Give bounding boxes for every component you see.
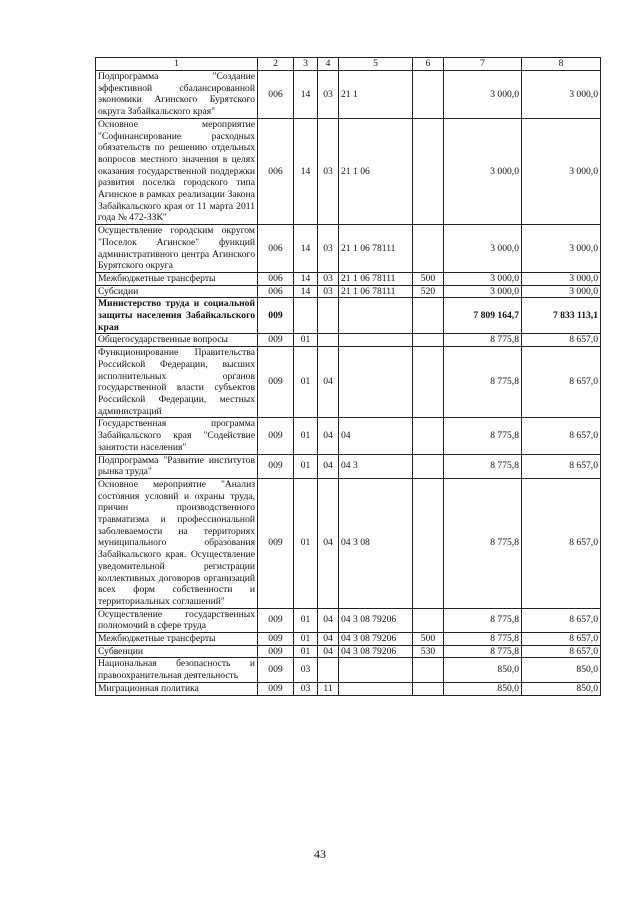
col-header: 2: [258, 58, 294, 71]
subsection-code: 04: [318, 478, 339, 608]
ministry-code: 009: [258, 658, 294, 682]
subsection-code: 04: [318, 608, 339, 632]
row-name: Миграционная политика: [96, 682, 258, 695]
target-article-code: 21 1 06 78111: [339, 225, 413, 273]
ministry-code: 009: [258, 478, 294, 608]
target-article-code: [339, 682, 413, 695]
amount-year-1: 8 775,8: [444, 608, 522, 632]
section-code: 14: [294, 285, 318, 298]
expense-type-code: [413, 454, 444, 478]
amount-year-2: 850,0: [522, 658, 601, 682]
table-row: [96, 334, 601, 347]
amount-year-2: 7 833 113,1: [522, 298, 601, 334]
col-header: 7: [444, 58, 522, 71]
target-article-code: [339, 298, 413, 334]
expense-type-code: [413, 71, 444, 119]
section-code: 14: [294, 272, 318, 285]
row-name: Подпрограмма "Создание эффективной сбалансированной экономики Агинского Бурятского округа Забайкальского края": [96, 71, 258, 119]
table-body: [96, 71, 601, 696]
table-row: [96, 71, 601, 119]
subsection-code: 04: [318, 645, 339, 658]
section-code: [294, 298, 318, 334]
target-article-code: 21 1 06: [339, 118, 413, 224]
budget-table: [95, 57, 601, 696]
row-name: Основное мероприятие "Анализ состояния условий и охраны труда, причин производственного травматизма и профессиональной заболеваемости на территориях муниципального образования Забайкальского края. Осуществление уведомительной регистрации коллективных договоров организаций всех форм собственности и территориальных соглашений": [96, 478, 258, 608]
row-name: Подпрограмма "Развитие институтов рынка труда": [96, 454, 258, 478]
target-article-code: 21 1 06 78111: [339, 285, 413, 298]
col-header: 5: [339, 58, 413, 71]
table-row: [96, 298, 601, 334]
ministry-code: 006: [258, 118, 294, 224]
table-row: [96, 285, 601, 298]
amount-year-1: 7 809 164,7: [444, 298, 522, 334]
amount-year-1: 8 775,8: [444, 645, 522, 658]
ministry-code: 006: [258, 71, 294, 119]
target-article-code: 04 3 08 79206: [339, 633, 413, 646]
subsection-code: [318, 334, 339, 347]
expense-type-code: 520: [413, 285, 444, 298]
section-code: 01: [294, 454, 318, 478]
expense-type-code: [413, 478, 444, 608]
amount-year-2: 8 657,0: [522, 454, 601, 478]
expense-type-code: [413, 225, 444, 273]
amount-year-1: 3 000,0: [444, 272, 522, 285]
section-code: 03: [294, 682, 318, 695]
ministry-code: 009: [258, 608, 294, 632]
target-article-code: 04 3 08: [339, 478, 413, 608]
expense-type-code: [413, 608, 444, 632]
amount-year-1: 3 000,0: [444, 285, 522, 298]
amount-year-1: 850,0: [444, 658, 522, 682]
page-number: 43: [314, 847, 326, 861]
table-row: [96, 478, 601, 608]
table-row: [96, 645, 601, 658]
ministry-code: 009: [258, 645, 294, 658]
row-name: Министерство труда и социальной защиты населения Забайкальского края: [96, 298, 258, 334]
subsection-code: 04: [318, 418, 339, 454]
ministry-code: 009: [258, 454, 294, 478]
expense-type-code: [413, 658, 444, 682]
amount-year-2: 3 000,0: [522, 272, 601, 285]
section-code: 01: [294, 633, 318, 646]
section-code: 14: [294, 118, 318, 224]
expense-type-code: 500: [413, 633, 444, 646]
section-code: 01: [294, 347, 318, 418]
row-name: Субсидии: [96, 285, 258, 298]
section-code: 01: [294, 478, 318, 608]
expense-type-code: [413, 298, 444, 334]
amount-year-2: 8 657,0: [522, 418, 601, 454]
target-article-code: [339, 347, 413, 418]
section-code: 01: [294, 608, 318, 632]
subsection-code: 11: [318, 682, 339, 695]
section-code: 01: [294, 418, 318, 454]
amount-year-2: 3 000,0: [522, 118, 601, 224]
section-code: 14: [294, 225, 318, 273]
row-name: Осуществление городским округом "Поселок Агинское" функций административного центра Агинского Бурятского округа: [96, 225, 258, 273]
ministry-code: 009: [258, 682, 294, 695]
subsection-code: 04: [318, 454, 339, 478]
amount-year-2: 8 657,0: [522, 478, 601, 608]
section-code: 01: [294, 645, 318, 658]
amount-year-1: 8 775,8: [444, 347, 522, 418]
ministry-code: 009: [258, 334, 294, 347]
col-header: 6: [413, 58, 444, 71]
col-header: 8: [522, 58, 601, 71]
col-header: 4: [318, 58, 339, 71]
ministry-code: 006: [258, 285, 294, 298]
row-name: Основное мероприятие "Софинансирование расходных обязательств по решению отдельных вопросов местного значения в целях оказания государственной поддержки развития поселка городского типа Агинское в рамках реализации Закона Забайкальского края от 11 марта 2011 года № 472-ЗЗК": [96, 118, 258, 224]
row-name: Общегосударственные вопросы: [96, 334, 258, 347]
col-header: 1: [96, 58, 258, 71]
expense-type-code: 530: [413, 645, 444, 658]
amount-year-1: 8 775,8: [444, 478, 522, 608]
amount-year-1: 8 775,8: [444, 334, 522, 347]
table-row: [96, 118, 601, 224]
table-row: [96, 608, 601, 632]
subsection-code: 03: [318, 285, 339, 298]
subsection-code: [318, 298, 339, 334]
table-row: [96, 347, 601, 418]
amount-year-2: 8 657,0: [522, 633, 601, 646]
row-name: Субвенции: [96, 645, 258, 658]
target-article-code: 21 1 06 78111: [339, 272, 413, 285]
amount-year-2: 8 657,0: [522, 347, 601, 418]
amount-year-1: 3 000,0: [444, 118, 522, 224]
table-row: [96, 454, 601, 478]
row-name: Межбюджетные трансферты: [96, 633, 258, 646]
row-name: Межбюджетные трансферты: [96, 272, 258, 285]
target-article-code: 04 3 08 79206: [339, 608, 413, 632]
subsection-code: 03: [318, 272, 339, 285]
col-header: 3: [294, 58, 318, 71]
ministry-code: 006: [258, 272, 294, 285]
subsection-code: 03: [318, 71, 339, 119]
target-article-code: 04 3: [339, 454, 413, 478]
row-name: Национальная безопасность и правоохранительная деятельность: [96, 658, 258, 682]
amount-year-1: 850,0: [444, 682, 522, 695]
row-name: Осуществление государственных полномочий в сфере труда: [96, 608, 258, 632]
ministry-code: 009: [258, 298, 294, 334]
target-article-code: 21 1: [339, 71, 413, 119]
table-row: [96, 633, 601, 646]
amount-year-2: 850,0: [522, 682, 601, 695]
table-row: [96, 682, 601, 695]
amount-year-2: 3 000,0: [522, 285, 601, 298]
amount-year-2: 8 657,0: [522, 645, 601, 658]
header-row: [96, 58, 601, 71]
ministry-code: 009: [258, 347, 294, 418]
amount-year-1: 8 775,8: [444, 454, 522, 478]
target-article-code: [339, 334, 413, 347]
subsection-code: 03: [318, 225, 339, 273]
target-article-code: 04 3 08 79206: [339, 645, 413, 658]
subsection-code: [318, 658, 339, 682]
row-name: Функционирование Правительства Российской Федерации, высших исполнительных органов государственной власти субъектов Российской Федерации, местных администраций: [96, 347, 258, 418]
amount-year-1: 3 000,0: [444, 71, 522, 119]
ministry-code: 009: [258, 418, 294, 454]
subsection-code: 04: [318, 347, 339, 418]
amount-year-1: 3 000,0: [444, 225, 522, 273]
section-code: 03: [294, 658, 318, 682]
ministry-code: 006: [258, 225, 294, 273]
amount-year-1: 8 775,8: [444, 418, 522, 454]
table-row: [96, 225, 601, 273]
amount-year-2: 8 657,0: [522, 608, 601, 632]
amount-year-2: 3 000,0: [522, 71, 601, 119]
subsection-code: 03: [318, 118, 339, 224]
amount-year-2: 8 657,0: [522, 334, 601, 347]
target-article-code: [339, 658, 413, 682]
table-row: [96, 418, 601, 454]
expense-type-code: [413, 334, 444, 347]
target-article-code: 04: [339, 418, 413, 454]
subsection-code: 04: [318, 633, 339, 646]
expense-type-code: [413, 118, 444, 224]
expense-type-code: [413, 347, 444, 418]
section-code: 14: [294, 71, 318, 119]
table-row: [96, 658, 601, 682]
expense-type-code: 500: [413, 272, 444, 285]
amount-year-2: 3 000,0: [522, 225, 601, 273]
expense-type-code: [413, 682, 444, 695]
table-row: [96, 272, 601, 285]
row-name: Государственная программа Забайкальского края "Содействие занятости населения": [96, 418, 258, 454]
amount-year-1: 8 775,8: [444, 633, 522, 646]
ministry-code: 009: [258, 633, 294, 646]
expense-type-code: [413, 418, 444, 454]
section-code: 01: [294, 334, 318, 347]
